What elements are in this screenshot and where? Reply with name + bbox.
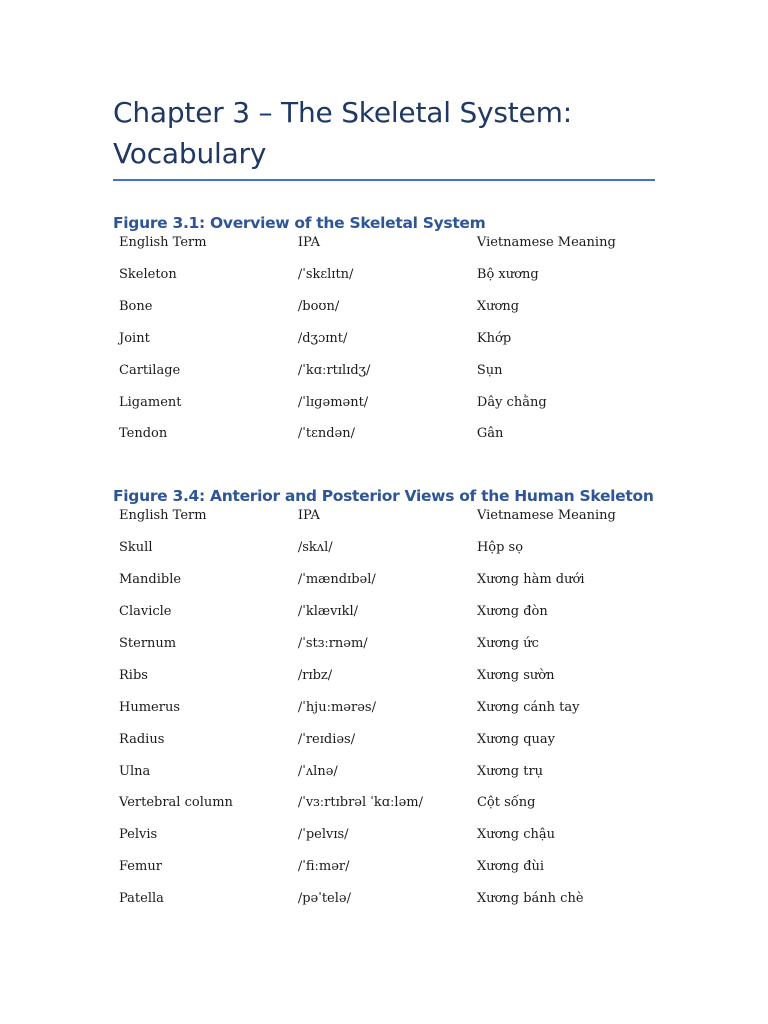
english-term-cell: Skull (119, 540, 153, 556)
vietnamese-meaning-cell: Khớp (476, 330, 512, 346)
english-term-cell: Sternum (119, 636, 177, 652)
english-term-cell: Cartilage (119, 362, 181, 378)
ipa-cell: /ˈskɛlɪtn/ (297, 267, 354, 282)
english-term-cell: Vertebral column (119, 795, 233, 811)
english-term-cell: Pelvis (119, 827, 158, 843)
table-header-row (113, 508, 655, 540)
vietnamese-meaning-cell: Xương quay (476, 731, 556, 747)
table-row (113, 891, 655, 923)
english-term-cell: Mandible (119, 572, 182, 588)
chapter-title (113, 92, 655, 174)
chapter-title-line1: Chapter 3 – The Skeletal System: (113, 96, 572, 129)
table-row (113, 426, 655, 458)
column-header-english: English Term (119, 508, 207, 524)
table-row (113, 859, 655, 891)
vietnamese-meaning-cell: Bộ xương (476, 267, 539, 282)
vocab-table-figure-3-1 (113, 235, 655, 458)
vietnamese-meaning-cell: Gân (476, 426, 504, 442)
ipa-cell: /ˈtɛndən/ (297, 426, 355, 442)
vietnamese-meaning-cell: Xương bánh chè (476, 891, 584, 907)
figure-3-4-heading: Figure 3.4: Anterior and Posterior Views of the Human Skeleton (113, 487, 654, 506)
english-term-cell: Patella (119, 891, 164, 907)
vietnamese-meaning-cell: Xương đùi (476, 859, 545, 875)
english-term-cell: Femur (119, 859, 162, 875)
ipa-cell: /rɪbz/ (297, 667, 333, 683)
vocab-table-figure-3-4 (113, 508, 655, 923)
table-row (113, 668, 655, 700)
table-row (113, 732, 655, 764)
vietnamese-meaning-cell: Xương sườn (476, 667, 555, 683)
table-row (113, 604, 655, 636)
table-row (113, 700, 655, 732)
ipa-cell: /ˈlɪɡəmənt/ (297, 394, 369, 410)
english-term-cell: Ligament (119, 394, 182, 410)
figure-3-1-heading: Figure 3.1: Overview of the Skeletal System (113, 214, 486, 232)
column-header-english: English Term (119, 235, 207, 250)
chapter-title-line2: Vocabulary (113, 137, 267, 170)
column-header-ipa: IPA (297, 508, 320, 524)
ipa-cell: /ˈstɜːrnəm/ (297, 636, 368, 652)
ipa-cell: /dʒɔɪnt/ (297, 330, 348, 346)
vietnamese-meaning-cell: Xương ức (476, 636, 539, 652)
table-row (113, 636, 655, 668)
vietnamese-meaning-cell: Xương (476, 298, 520, 314)
ipa-cell: /ˈmændɪbəl/ (297, 572, 376, 588)
vietnamese-meaning-cell: Xương cánh tay (476, 699, 580, 715)
ipa-cell: /ˈklævɪkl/ (297, 604, 358, 620)
english-term-cell: Joint (119, 330, 150, 346)
english-term-cell: Ribs (119, 667, 148, 683)
table-row (113, 267, 655, 299)
table-row (113, 540, 655, 572)
table-row (113, 764, 655, 796)
table-row (113, 572, 655, 604)
table-row (113, 395, 655, 427)
vietnamese-meaning-cell: Xương trụ (476, 763, 544, 779)
vietnamese-meaning-cell: Sụn (476, 362, 503, 378)
english-term-cell: Radius (119, 731, 165, 747)
vietnamese-meaning-cell: Xương chậu (476, 827, 555, 843)
ipa-cell: /pəˈtelə/ (297, 891, 351, 907)
vietnamese-meaning-cell: Dây chằng (476, 394, 547, 410)
table-row (113, 299, 655, 331)
ipa-cell: /ˈreɪdiəs/ (297, 731, 356, 747)
ipa-cell: /boʊn/ (297, 298, 340, 314)
ipa-cell: /ˈfiːmər/ (297, 859, 350, 875)
column-header-vietnamese: Vietnamese Meaning (476, 235, 616, 250)
english-term-cell: Clavicle (119, 604, 172, 620)
column-header-vietnamese: Vietnamese Meaning (476, 508, 616, 524)
title-divider (113, 179, 655, 181)
english-term-cell: Skeleton (119, 267, 177, 282)
english-term-cell: Ulna (119, 763, 151, 779)
column-header-ipa: IPA (297, 235, 320, 250)
table-row (113, 827, 655, 859)
table-row (113, 363, 655, 395)
vietnamese-meaning-cell: Xương hàm dưới (476, 572, 585, 588)
english-term-cell: Tendon (119, 426, 168, 442)
vietnamese-meaning-cell: Cột sống (476, 795, 536, 811)
english-term-cell: Humerus (119, 699, 180, 715)
ipa-cell: /ˈvɜːrtɪbrəl ˈkɑːləm/ (297, 795, 423, 811)
ipa-cell: /ˈʌlnə/ (297, 763, 338, 779)
document-page (113, 92, 655, 923)
vietnamese-meaning-cell: Xương đòn (476, 604, 548, 620)
ipa-cell: /ˈpelvɪs/ (297, 827, 349, 843)
vietnamese-meaning-cell: Hộp sọ (476, 540, 524, 556)
ipa-cell: /ˈkɑːrtɪlɪdʒ/ (297, 362, 371, 378)
table-row (113, 795, 655, 827)
english-term-cell: Bone (119, 298, 153, 314)
table-header-row (113, 235, 655, 267)
ipa-cell: /skʌl/ (297, 540, 333, 556)
table-row (113, 331, 655, 363)
ipa-cell: /ˈhjuːmərəs/ (297, 699, 376, 715)
